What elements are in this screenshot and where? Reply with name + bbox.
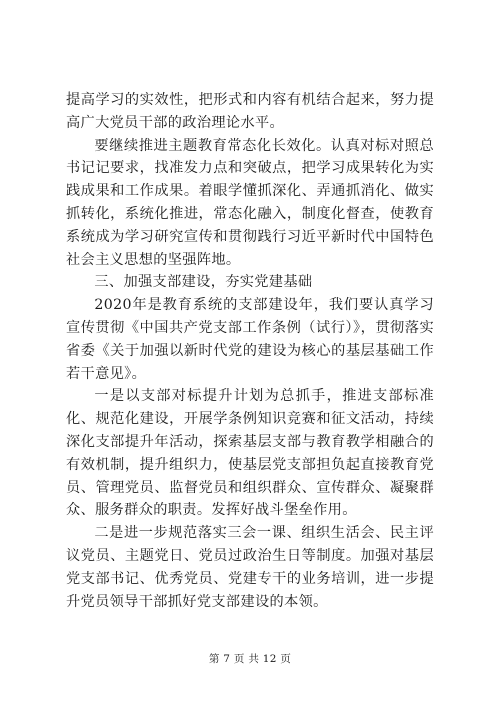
paragraph-theme-education: 要继续推进主题教育常态化长效化。认真对标对照总书记记要求，找准发力点和突破点，把学习成果转化为实践成果和工作成果。着眼学懂抓深化、弄通抓消化、做实抓转化，系统化推进，常态化融入，制度化督查，使教育系统成为学习研究宣传和贯彻践行习近平新时代中国特色社会主义思想的坚强阵地。	[66, 137, 434, 268]
paragraph-point-one: 一是以支部对标提升计划为总抓手，推进支部标准化、规范化建设，开展学条例知识竞赛和征文活动，持续深化支部提升年活动，探索基层支部与教育教学相融合的有效机制，提升组织力，使基层党支部担负起直接教育党员、管理党员、监督党员和组织群众、宣传群众、凝聚群众、服务群众的职责。发挥好战斗堡垒作用。	[66, 388, 434, 519]
page-number-footer: 第 7 页 共 12 页	[208, 653, 292, 665]
document-body	[66, 89, 434, 613]
paragraph-continuation: 提高学习的实效性，把形式和内容有机结合起来，努力提高广大党员干部的政治理论水平。	[66, 92, 434, 131]
paragraph-branch-year: 2020年是教育系统的支部建设年，我们要认真学习宣传贯彻《中国共产党支部工作条例（试行）》，贯彻落实省委《关于加强以新时代党的建设为核心的基层基础工作若干意见》。	[66, 297, 434, 382]
paragraph-point-two: 二是进一步规范落实三会一课、组织生活会、民主评议党员、主题党日、党员过政治生日等制度。加强对基层党支部书记、优秀党员、党建专干的业务培训，进一步提升党员领导干部抓好党支部建设的本领。	[66, 525, 434, 610]
section-heading: 三、加强支部建设，夯实党建基础	[94, 274, 313, 291]
